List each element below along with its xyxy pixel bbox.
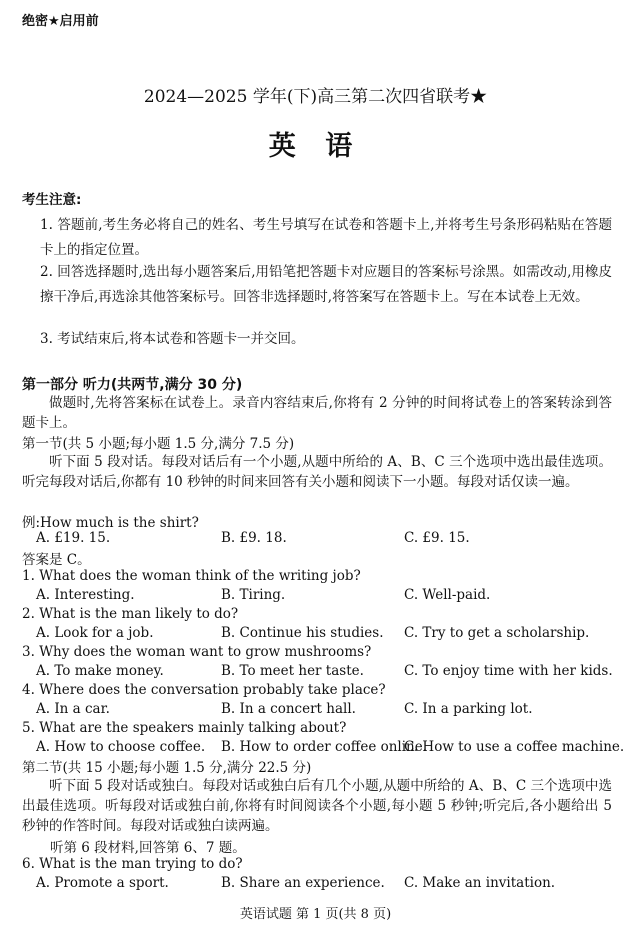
example-answer: 答案是 C。 — [22, 552, 91, 568]
q4-option-b: B. In a concert hall. — [221, 701, 356, 717]
page-footer: 英语试题 第 1 页(共 8 页) — [239, 907, 392, 922]
q6-option-a: A. Promote a sport. — [36, 875, 169, 891]
example-option-a: A. £19. 15. — [36, 530, 111, 546]
section-instructions: 听下面 5 段对话或独白。每段对话或独白后有几个小题,从题中所给的 A、B、C 三个选项中选出最佳选项。听每段对话或独白前,你将有时间阅读各个小题,每小题 5 秒钟;听完后,各小题给出 5 秒钟的作答时间。每段对话或独白读两遍。 — [22, 778, 612, 834]
q1-option-a: A. Interesting. — [36, 587, 135, 603]
question-3: 3. Why does the woman want to grow mushrooms? — [22, 644, 372, 660]
notice-item: 1. 答题前,考生务必将自己的姓名、考生号填写在试卷和答题卡上,并将考生号条形码粘贴在答题卡上的指定位置。 — [40, 217, 612, 258]
q5-option-b: B. How to order coffee online. — [221, 739, 428, 755]
q5-option-c: C. How to use a coffee machine. — [404, 739, 625, 755]
section-instructions: 听下面 5 段对话。每段对话后有一个小题,从题中所给的 A、B、C 三个选项中选出最佳选项。听完每段对话后,你都有 10 秒钟的时间来回答有关小题和阅读下一小题。每段对话仅读一遍。 — [22, 454, 612, 490]
section-title: 第二节(共 15 小题;每小题 1.5 分,满分 22.5 分) — [22, 760, 312, 776]
question-6: 6. What is the man trying to do? — [22, 856, 243, 872]
example-question: 例:How much is the shirt? — [22, 515, 199, 531]
q1-option-b: B. Tiring. — [221, 587, 286, 603]
part-intro: 做题时,先将答案标在试卷上。录音内容结束后,你将有 2 分钟的时间将试卷上的答案转涂到答题卡上。 — [22, 395, 612, 431]
q5-option-a: A. How to choose coffee. — [36, 739, 206, 755]
question-5: 5. What are the speakers mainly talking about? — [22, 720, 347, 736]
q4-option-c: C. In a parking lot. — [404, 701, 533, 717]
q1-option-c: C. Well-paid. — [404, 587, 491, 603]
q2-option-c: C. Try to get a scholarship. — [404, 625, 590, 641]
notice-heading: 考生注意: — [22, 192, 82, 208]
exam-title: 2024—2025 学年(下)高三第二次四省联考★ — [143, 87, 488, 107]
subject-title: 英 语 — [268, 131, 363, 162]
q2-option-a: A. Look for a job. — [36, 625, 154, 641]
q3-option-c: C. To enjoy time with her kids. — [404, 663, 613, 679]
secret-label: 绝密★启用前 — [22, 14, 99, 29]
notice-item: 3. 考试结束后,将本试卷和答题卡一并交回。 — [40, 331, 305, 347]
q6-option-c: C. Make an invitation. — [404, 875, 556, 891]
q6-option-b: B. Share an experience. — [221, 875, 385, 891]
q3-option-b: B. To meet her taste. — [221, 663, 364, 679]
notice-item: 2. 回答选择题时,选出每小题答案后,用铅笔把答题卡对应题目的答案标号涂黑。如需改动,用橡皮擦干净后,再选涂其他答案标号。回答非选择题时,将答案写在答题卡上。写在本试卷上无效。 — [40, 264, 612, 305]
question-4: 4. Where does the conversation probably take place? — [22, 682, 386, 698]
q2-option-b: B. Continue his studies. — [221, 625, 384, 641]
example-option-b: B. £9. 18. — [221, 530, 287, 546]
example-option-c: C. £9. 15. — [404, 530, 470, 546]
listen-note: 听第 6 段材料,回答第 6、7 题。 — [50, 840, 246, 856]
question-1: 1. What does the woman think of the writing job? — [22, 568, 361, 584]
q4-option-a: A. In a car. — [36, 701, 110, 717]
part-title: 第一部分 听力(共两节,满分 30 分) — [22, 377, 243, 393]
section-title: 第一节(共 5 小题;每小题 1.5 分,满分 7.5 分) — [22, 436, 295, 452]
question-2: 2. What is the man likely to do? — [22, 606, 239, 622]
q3-option-a: A. To make money. — [36, 663, 164, 679]
